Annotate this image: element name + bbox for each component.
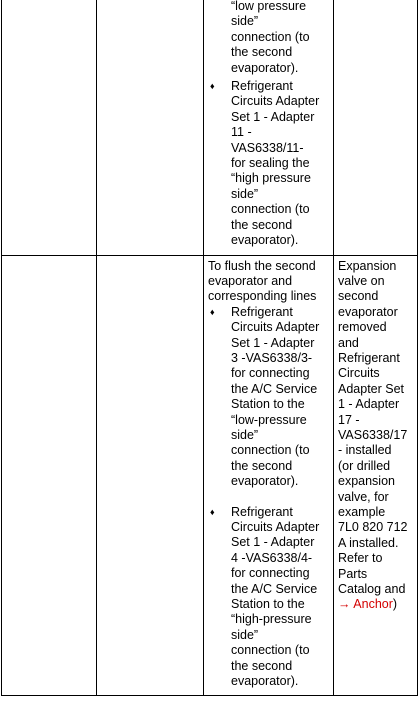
table-cell-empty [2, 255, 97, 696]
table-cell-empty [97, 0, 204, 255]
procedure-table [1, 0, 418, 696]
continued-text: “low pressure side” connection (to the second evaporator). [231, 0, 310, 75]
bullet-list [208, 305, 330, 690]
diamond-bullet-icon: ♦ [210, 506, 215, 517]
table-row [2, 255, 418, 696]
anchor-line: → Anchor) [338, 597, 398, 612]
table-cell-empty [334, 0, 418, 255]
table-cell-steps [204, 0, 334, 255]
anchor-link[interactable]: → Anchor [338, 597, 393, 612]
table-cell-empty [2, 0, 97, 255]
table-cell-steps [204, 255, 334, 696]
diamond-bullet-icon: ♦ [210, 81, 215, 92]
table-cell-empty [97, 255, 204, 696]
list-item: ♦ Refrigerant Circuits Adapter Set 1 - Adapter 4 -VAS6338/4- for connecting the A/C Service Station to the “high-pressure side” connection (to the second evaporator). [210, 504, 320, 689]
diamond-bullet-icon: ♦ [210, 306, 215, 317]
list-item: ♦ Refrigerant Circuits Adapter Set 1 - Adapter 11 - VAS6338/11- for sealing the “high pressure side” connection (to the second evaporator). [210, 79, 320, 248]
bullet-list [208, 79, 330, 248]
table-row [2, 0, 418, 255]
table-cell-note: Expansion valve on second evaporator removed and Refrigerant Circuits Adapter Set 1 - Adapter 17 - VAS6338/17 - installed (or drilled expansion valve, for example 7L0 820 712 A installed. Refer to Parts Catalog and → Anchor) [334, 255, 418, 696]
step-intro: To flush the second evaporator and corresponding lines [208, 258, 317, 304]
list-item: ♦ Refrigerant Circuits Adapter Set 1 - Adapter 3 -VAS6338/3- for connecting the A/C Service Station to the “low-pressure side” connection (to the second evaporator). [210, 304, 320, 489]
